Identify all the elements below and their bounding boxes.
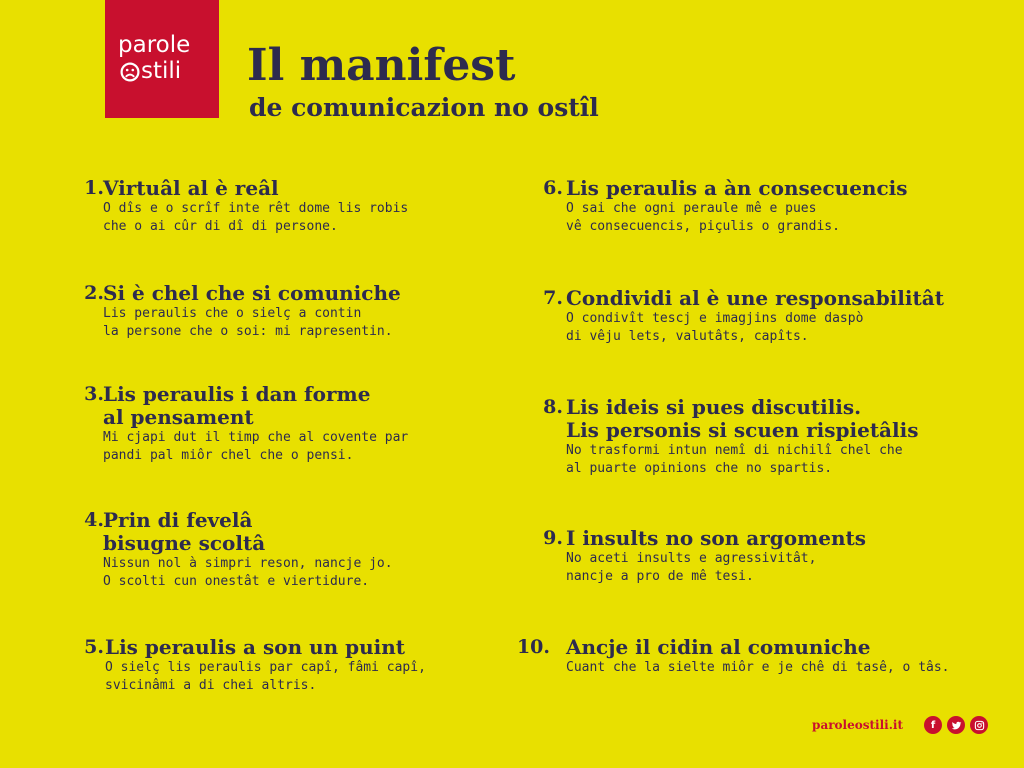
logo-row [120,60,181,83]
item-description: O sai che ogni peraule mê e pues [566,201,817,216]
item-description: che o ai cûr di dî di persone. [103,219,338,234]
item-number: 9. [543,527,563,549]
item-description: O sielç lis peraulis par capî, fâmi capî, [105,660,426,675]
manifesto-item [516,636,950,677]
item-description: nancje a pro de mê tesi. [566,569,754,584]
item-description: svicinâmi a di chei altris. [105,678,317,693]
item-number: 4. [84,509,104,531]
page-subtitle: de comunicazion no ostîl [249,93,599,122]
item-title: Lis peraulis i dan forme [103,382,371,406]
manifesto-item [527,527,866,586]
item-title: I insults no son argoments [566,526,867,550]
item-number: 3. [84,383,104,405]
logo-word-parole: parole [118,32,191,58]
item-description: Nissun nol à simpri reson, nancje jo. [103,556,393,571]
item-description: No trasformi intun nemî di nichilî chel che [566,443,903,458]
item-title: Lis ideis si pues discutilis. [566,395,862,419]
item-number: 7. [543,287,563,309]
item-description: O dîs e o scrîf inte rêt dome lis robis [103,201,409,216]
manifesto-item [527,177,908,236]
item-title: al pensament [103,405,254,429]
manifesto-item [527,287,944,346]
item-number: 10. [516,636,550,658]
manifesto-item [68,177,408,236]
item-title: Condividi al è une responsabilitât [566,286,944,310]
item-number: 5. [84,636,104,658]
item-description: al puarte opinions che no spartis. [566,461,833,476]
manifesto-item [527,396,918,478]
item-description: Cuant che la sielte miôr e je chê di tasê, o tâs. [566,660,950,675]
item-title: Virtuâl al è reâl [103,176,279,200]
item-description: pandi pal miôr chel che o pensi. [103,448,354,463]
item-description: Mi cjapi dut il timp che al covente par [103,430,409,445]
item-description: la persone che o soi: mi rapresentin. [103,324,393,339]
footer [812,716,988,734]
item-title: Lis personis si scuen rispietâlis [566,418,919,442]
page-title: Il manifest [247,40,516,91]
item-description: di vêju lets, valutâts, capîts. [566,329,809,344]
manifesto-item [68,383,408,465]
item-number: 2. [84,282,104,304]
item-description: O condivît tescj e imagjins dome daspò [566,311,864,326]
item-description: Lis peraulis che o sielç a contin [103,306,362,321]
item-description: No aceti insults e agressivitât, [566,551,817,566]
item-title: Si è chel che si comuniche [103,281,401,305]
item-number: 1. [84,177,104,199]
twitter-icon[interactable] [947,716,965,734]
manifesto-item [68,282,401,341]
instagram-icon[interactable] [970,716,988,734]
sad-face-icon [120,62,140,82]
item-title: Lis peraulis a son un puint [105,635,406,659]
logo [105,0,219,118]
manifesto-item [68,509,393,591]
item-title: bisugne scoltâ [103,531,266,555]
item-title: Ancje il cidin al comuniche [566,635,871,659]
item-number: 8. [543,396,563,418]
item-description: O scolti cun onestât e viertidure. [103,574,370,589]
item-number: 6. [543,177,563,199]
manifesto-item [68,636,426,695]
item-title: Lis peraulis a àn consecuencis [566,176,908,200]
item-title: Prin di fevelâ [103,508,253,532]
facebook-icon[interactable]: f [924,716,942,734]
item-description: vê consecuencis, piçulis o grandis. [566,219,840,234]
logo-word-stili: stili [141,58,182,84]
website-link[interactable]: paroleostili.it [812,718,903,732]
